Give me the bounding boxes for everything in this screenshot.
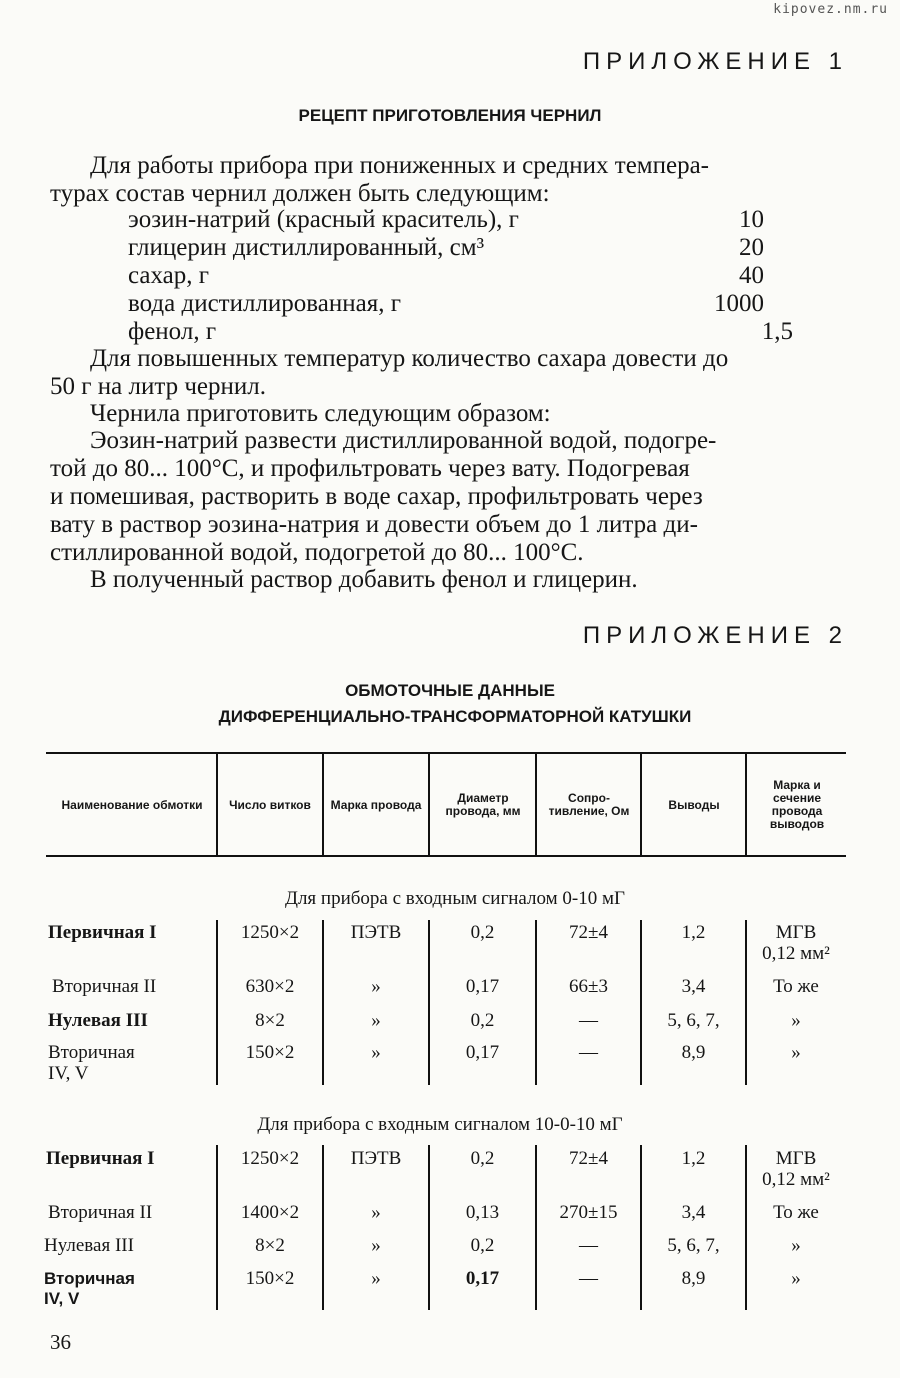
table-header-rule: [46, 855, 846, 857]
para3-line-4: вату в раствор эозина-натрия и довести объем до 1 литра ди-: [50, 511, 698, 538]
ingredient-value: 20: [739, 234, 764, 261]
turns-cell: 1250×2: [240, 1148, 300, 1169]
winding-name: Первичная I: [48, 922, 157, 943]
intro-line-1: Для работы прибора при пониженных и средних темпера-: [90, 152, 710, 179]
winding-name: Вторичная II: [48, 1202, 153, 1223]
turns-cell: 630×2: [245, 976, 295, 997]
resistance-cell: 72±4: [569, 1148, 608, 1169]
ingredient-name: глицерин дистиллированный, см³: [128, 234, 485, 261]
lead-wire-cell: »: [791, 1235, 801, 1256]
lead-wire-cell: »: [791, 1042, 801, 1063]
leads-cell: 5, 6, 7,: [667, 1235, 720, 1256]
lead-wire-cell: МГВ: [775, 1148, 817, 1169]
column-header-turns: Число витков: [229, 797, 311, 812]
wire-cell: »: [371, 1235, 381, 1256]
leads-cell: 8,9: [681, 1268, 706, 1289]
diameter-cell: 0,2: [470, 1148, 495, 1169]
resistance-cell: —: [579, 1042, 598, 1063]
column-divider: [216, 754, 218, 855]
ingredient-name: эозин-натрий (красный краситель), г: [128, 206, 519, 233]
wire-cell: »: [371, 1202, 381, 1223]
para3-line-2: той до 80... 100°С, и профильтровать через вату. Подогревая: [50, 455, 690, 482]
resistance-cell: —: [579, 1010, 598, 1031]
wire-cell: ПЭТВ: [350, 922, 402, 943]
lead-wire-cell: »: [791, 1010, 801, 1031]
leads-cell: 8,9: [681, 1042, 706, 1063]
winding-name: Вторичная: [44, 1269, 135, 1288]
ingredient-row: [128, 234, 793, 262]
resistance-cell: —: [579, 1235, 598, 1256]
turns-cell: 150×2: [245, 1268, 295, 1289]
winding-name: Вторичная II: [52, 976, 157, 997]
turns-cell: 1400×2: [240, 1202, 300, 1223]
appendix-2-title: ПРИЛОЖЕНИЕ 2: [582, 622, 848, 649]
section-condition-1: Для прибора с входным сигналом 0-10 мГ: [284, 888, 625, 909]
column-header-lead-wire: Марка и сечение провода выводов: [769, 778, 825, 831]
para1-line-1: Для повышенных температур количество сахара довести до: [90, 345, 729, 372]
wire-cell: »: [371, 1268, 381, 1289]
turns-cell: 8×2: [255, 1235, 285, 1256]
column-header-wire: Марка провода: [330, 797, 422, 812]
ingredient-name: вода дистиллированная, г: [128, 290, 401, 317]
turns-cell: 1250×2: [240, 922, 300, 943]
column-divider: [640, 754, 642, 855]
wire-cell: ПЭТВ: [350, 1148, 402, 1169]
leads-cell: 1,2: [681, 922, 706, 943]
ingredient-row: [128, 318, 793, 346]
column-header-resistance: Сопро-тивление, Ом: [548, 791, 630, 818]
column-divider: [428, 754, 430, 855]
lead-wire-cell: То же: [773, 976, 819, 997]
table-top-rule: [46, 752, 846, 754]
wire-cell: »: [371, 1010, 381, 1031]
leads-cell: 3,4: [681, 976, 706, 997]
winding-heading-line-2: ДИФФЕРЕНЦИАЛЬНО-ТРАНСФОРМАТОРНОЙ КАТУШКИ: [218, 707, 692, 726]
leads-cell: 5, 6, 7,: [667, 1010, 720, 1031]
winding-name: Нулевая III: [48, 1010, 148, 1031]
column-divider: [322, 754, 324, 855]
column-header-winding: Наименование обмотки: [61, 797, 203, 812]
ingredient-value: 40: [739, 262, 764, 289]
resistance-cell: 270±15: [559, 1202, 618, 1223]
diameter-cell: 0,2: [470, 1235, 495, 1256]
leads-cell: 1,2: [681, 1148, 706, 1169]
para3-line-1: Эозин-натрий развести дистиллированной водой, подогре-: [90, 427, 717, 454]
para4: В полученный раствор добавить фенол и глицерин.: [90, 566, 638, 593]
diameter-cell: 0,17: [465, 976, 500, 997]
section-condition-2: Для прибора с входным сигналом 10-0-10 мГ: [257, 1114, 623, 1135]
column-header-diameter: Диаметр провода, мм: [445, 791, 521, 818]
para3-line-5: стиллированной водой, подогретой до 80... 100°С.: [50, 539, 584, 566]
resistance-cell: 72±4: [569, 922, 608, 943]
appendix-1-title: ПРИЛОЖЕНИЕ 1: [582, 48, 848, 75]
winding-heading-line-1: ОБМОТОЧНЫЕ ДАННЫЕ: [345, 681, 555, 700]
diameter-cell: 0,17: [465, 1268, 500, 1289]
resistance-cell: —: [579, 1268, 598, 1289]
winding-name: Первичная I: [46, 1148, 155, 1169]
ingredient-row: [128, 206, 793, 234]
lead-wire-cell-line-2: 0,12 мм²: [762, 943, 830, 964]
winding-name: Нулевая III: [44, 1235, 134, 1256]
lead-wire-cell: То же: [773, 1202, 819, 1223]
leads-cell: 3,4: [681, 1202, 706, 1223]
ingredient-value: 1,5: [761, 318, 793, 345]
diameter-cell: 0,2: [470, 922, 495, 943]
para2: Чернила приготовить следующим образом:: [90, 400, 551, 427]
ingredient-value: 1000: [714, 290, 764, 317]
ingredient-name: сахар, г: [128, 262, 210, 289]
resistance-cell: 66±3: [569, 976, 608, 997]
turns-cell: 8×2: [255, 1010, 285, 1031]
wire-cell: »: [371, 976, 381, 997]
column-header-leads: Выводы: [668, 797, 720, 812]
para3-line-3: и помешивая, растворить в воде сахар, профильтровать через: [50, 483, 703, 510]
recipe-heading: РЕЦЕПТ ПРИГОТОВЛЕНИЯ ЧЕРНИЛ: [298, 106, 602, 125]
winding-name-line-2: IV, V: [48, 1063, 89, 1084]
winding-name: Вторичная: [48, 1042, 135, 1063]
wire-cell: »: [371, 1042, 381, 1063]
lead-wire-cell: »: [791, 1268, 801, 1289]
lead-wire-cell-line-2: 0,12 мм²: [762, 1169, 830, 1190]
ingredient-name: фенол, г: [128, 318, 217, 345]
ingredient-row: [128, 290, 793, 318]
column-divider: [535, 754, 537, 855]
turns-cell: 150×2: [245, 1042, 295, 1063]
lead-wire-cell: МГВ: [775, 922, 817, 943]
column-divider: [745, 754, 747, 855]
ingredient-value: 10: [739, 206, 764, 233]
page-number: 36: [50, 1330, 71, 1354]
source-watermark: kipovez.nm.ru: [773, 2, 888, 17]
para1-line-2: 50 г на литр чернил.: [50, 373, 266, 400]
diameter-cell: 0,17: [465, 1042, 500, 1063]
winding-name-line-2: IV, V: [44, 1289, 80, 1308]
diameter-cell: 0,13: [465, 1202, 500, 1223]
intro-line-2: турах состав чернил должен быть следующим:: [50, 180, 550, 207]
diameter-cell: 0,2: [470, 1010, 495, 1031]
ingredient-row: [128, 262, 793, 290]
